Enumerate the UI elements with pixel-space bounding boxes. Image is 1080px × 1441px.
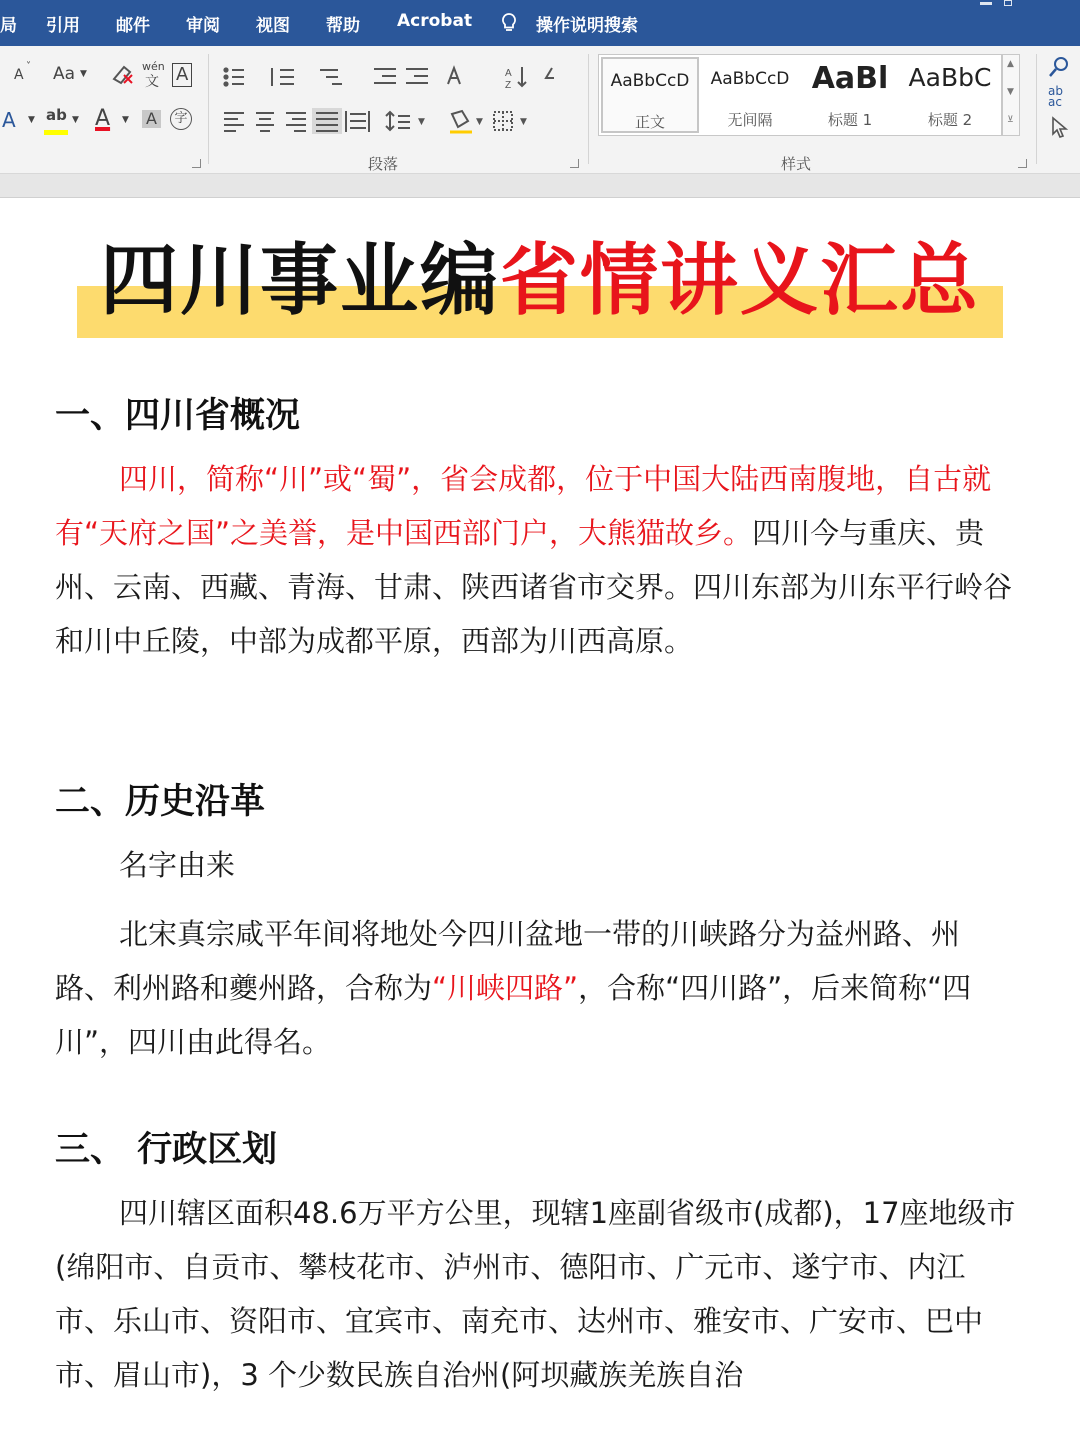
svg-text:▼: ▼ — [418, 117, 425, 127]
highlight-color-swatch — [44, 130, 68, 135]
select-cursor-icon[interactable] — [1050, 116, 1070, 138]
enclose-char-button[interactable]: 字 — [170, 108, 192, 130]
style-heading-2[interactable] — [901, 57, 999, 133]
change-case-dropdown-icon[interactable]: ▼ — [80, 69, 87, 79]
section-3-heading: 三、 行政区划 — [55, 1130, 278, 1170]
section-3-paragraph: 四川辖区面积48.6万平方公里，现辖1座副省级市(成都)，17座地级市(绵阳市、自贡市、攀枝花市、泸州市、德阳市、广元市、遂宁市、内江市、乐山市、资阳市、宜宾市、南充市、达州市、雅安市、广安市、巴中市、眉山市)，3 个少数民族自治州(阿坝藏族羌族自治 — [55, 1196, 1016, 1392]
tab-mailings[interactable]: 邮件 — [116, 16, 150, 36]
style-no-spacing-preview: AaBbCcD — [710, 69, 790, 89]
ribbon-home — [0, 46, 1080, 174]
tab-references[interactable]: 引用 — [46, 16, 80, 36]
title-black-part: 四川事业编 — [99, 236, 500, 326]
styles-group-label: 样式 — [781, 155, 812, 173]
clear-format-icon[interactable] — [110, 63, 136, 87]
tab-view[interactable]: 视图 — [256, 16, 290, 36]
tab-help[interactable]: 帮助 — [326, 16, 360, 36]
tab-review[interactable]: 审阅 — [186, 16, 220, 36]
change-case-button[interactable]: Aa — [53, 64, 76, 84]
scroll-down-icon[interactable]: ▼ — [1007, 87, 1014, 97]
section-2-subheading: 名字由来 — [119, 848, 236, 882]
style-heading-1-label: 标题 1 — [827, 111, 873, 129]
style-heading-1-preview: AaBl — [811, 61, 889, 96]
tell-me-search[interactable]: 操作说明搜索 — [536, 16, 638, 36]
group-separator — [588, 54, 589, 164]
section-1-paragraph — [55, 452, 1015, 668]
section-2-text-a: 北宋真宗咸平年间将地处今四川盆地一带的川峡路分为益州路、州路、利州路和夔州路，合称为 — [55, 917, 961, 1005]
style-normal-label: 正文 — [634, 113, 665, 131]
font-dialog-launcher-icon[interactable] — [192, 159, 201, 168]
char-shading-button[interactable]: A — [142, 110, 161, 128]
text-effect-dropdown-icon[interactable]: ▼ — [28, 115, 35, 125]
section-2-paragraph — [55, 907, 1015, 1069]
svg-text:▼: ▼ — [476, 117, 483, 127]
style-normal[interactable] — [601, 57, 699, 133]
section-2-text-b: ，合称“四川路”，后来简称“四川”，四川由此得名。 — [55, 971, 972, 1059]
gallery-expand-icon[interactable]: ⊻ — [1007, 115, 1014, 125]
group-separator — [1036, 54, 1037, 164]
ribbon-bottom-strip — [0, 174, 1080, 198]
highlight-dropdown-icon[interactable]: ▼ — [72, 115, 79, 125]
document-title — [77, 236, 1003, 338]
tab-layout-partial[interactable]: 局 — [0, 16, 17, 36]
window-controls[interactable] — [980, 0, 1020, 8]
phonetic-guide-char: 文 — [145, 74, 159, 90]
section-2-red-text: “川峡四路” — [432, 971, 579, 1005]
char-border-button[interactable]: A — [172, 63, 192, 87]
paragraph-dialog-launcher-icon[interactable] — [570, 159, 579, 168]
styles-gallery-scroller[interactable] — [1002, 54, 1020, 136]
title-red-part: 省情讲义汇总 — [500, 236, 981, 326]
styles-dialog-launcher-icon[interactable] — [1018, 159, 1027, 168]
style-normal-preview: AaBbCcD — [610, 71, 690, 91]
section-1-heading: 一、四川省概况 — [55, 396, 301, 436]
ribbon-tab-bar — [0, 0, 1080, 46]
font-color-dropdown-icon[interactable]: ▼ — [122, 115, 129, 125]
svg-text:Z: Z — [505, 80, 512, 90]
style-no-spacing-label: 无间隔 — [727, 111, 773, 129]
paragraph-row-1-icons[interactable] — [222, 64, 562, 90]
paragraph-group-label: 段落 — [368, 155, 399, 173]
highlight-button[interactable]: ab — [46, 106, 67, 124]
lightbulb-icon — [500, 12, 518, 34]
svg-text:A: A — [505, 68, 512, 79]
group-separator — [208, 54, 209, 164]
paragraph-row-2-icons[interactable] — [222, 108, 542, 134]
styles-gallery — [598, 54, 1002, 136]
shrink-font-button[interactable]: A — [14, 67, 24, 83]
style-heading-2-preview: AaBbC — [908, 63, 992, 92]
shrink-font-caret-icon: ˅ — [26, 61, 31, 72]
style-no-spacing[interactable] — [701, 57, 799, 133]
title-text — [77, 236, 1003, 326]
minimize-icon[interactable] — [980, 2, 992, 5]
restore-icon[interactable] — [1004, 0, 1012, 6]
style-heading-2-label: 标题 2 — [927, 111, 973, 129]
find-icon[interactable] — [1048, 56, 1072, 78]
style-heading-1[interactable] — [801, 57, 899, 133]
section-2-heading: 二、历史沿革 — [55, 782, 266, 822]
tab-acrobat[interactable]: Acrobat — [397, 11, 473, 31]
section-1-black-text: 四川今与重庆、贵州、云南、西藏、青海、甘肃、陕西诸省市交界。四川东部为川东平行岭谷和川中丘陵，中部为成都平原，西部为川西高原。 — [55, 516, 1013, 658]
section-1-red-text: 四川，简称“川”或“蜀”，省会成都，位于中国大陆西南腹地，自古就有“天府之国”之美誉，是中国西部门户，大熊猫故乡。 — [55, 462, 992, 550]
svg-text:▼: ▼ — [520, 117, 527, 127]
scroll-up-icon[interactable]: ▲ — [1007, 59, 1014, 69]
replace-icon[interactable]: ab ac — [1048, 84, 1063, 109]
text-effect-button[interactable]: A — [2, 108, 16, 132]
font-color-button[interactable]: A — [95, 106, 111, 131]
phonetic-guide-button[interactable]: wén — [142, 60, 165, 73]
